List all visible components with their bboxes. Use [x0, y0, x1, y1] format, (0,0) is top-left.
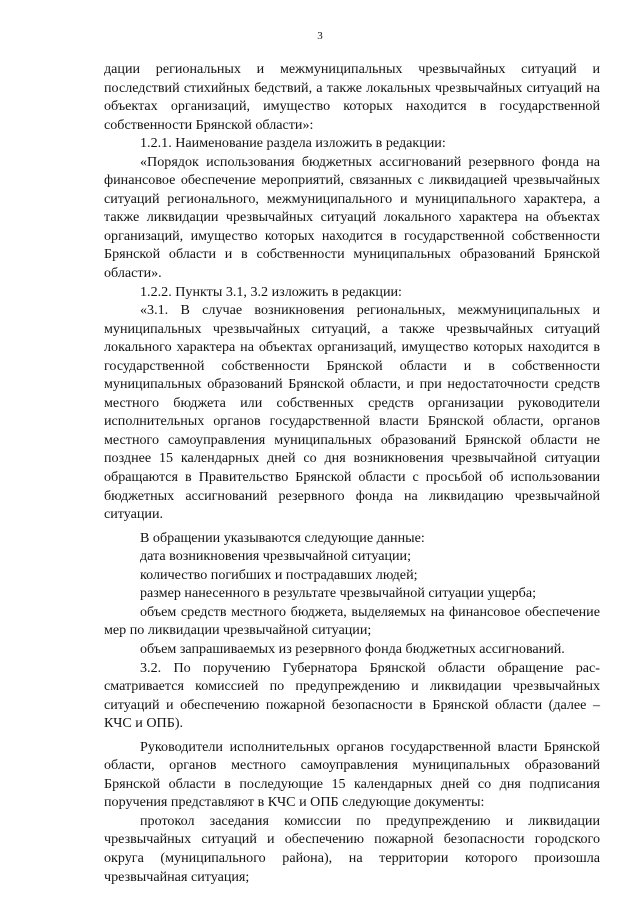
list-item: объем запрашиваемых из резервного фонда бюджетных ассигнований.	[140, 640, 565, 657]
list-item: протокол заседания комиссии по предупреждению и ликвидации чрезвычайных ситуаций и обеспечению пожарной безопасности городского округа (муниципального района), на территории которого произошла чрезвычайная ситуация;	[104, 812, 600, 885]
list-item: объем средств местного бюджета, выделяемых на финансовое обеспечение мер по ликвидации чрезвычайной ситуации;	[104, 603, 600, 639]
paragraph: «3.1. В случае возникновения региональных, межмуниципальных и муниципальных чрезвычайных ситуаций, а также чрезвычайных ситуаций локального характера на объектах организаций, имущество которых находится в государственной собственности Брянской области и в собственности муниципальных образований Брянской области, и при недостаточности средств местного бюджета или собственных средств организации руководители исполнительных органов государственной власти Брянской области, органов местного самоуправления муниципальных образований Брянской области не позднее 15 календарных дней со дня возникновения чрезвычайной ситуации обращаются в Правительство Брянской области с просьбой об использовании бюджетных ассигнований резервного фонда на ликвидацию чрезвычайной ситуации.	[104, 302, 600, 523]
paragraph: Руководители исполнительных органов государственной власти Брянской области, органов местного самоуправления муниципальных образований Брянской области в последующие 15 календарных дней со дня подписания поручения представляют в КЧС и ОПБ следующие документы:	[104, 738, 600, 811]
list-item: дата возникновения чрезвычайной ситуации;	[140, 548, 412, 565]
paragraph: 1.2.2. Пункты 3.1, 3.2 изложить в редакции:	[140, 283, 402, 300]
paragraph: дации региональных и межмуниципальных чрезвычайных ситуаций и последствий стихийных бедствий, а также локальных чрезвычайных ситуаций на объектах организаций, имущество которых находится в государственной собственности Брянской области»:	[104, 61, 600, 133]
paragraph: В обращении указываются следующие данные:	[140, 529, 425, 546]
paragraph: 1.2.1. Наименование раздела изложить в редакции:	[140, 135, 446, 152]
page-number: 3	[317, 30, 323, 42]
paragraph: 3.2. По поручению Губернатора Брянской области обращение рассматривается комиссией по предупреждению и ликвидации чрезвычайных ситуаций и обеспечению пожарной безопасности в Брянской области (далее – КЧС и ОПБ).	[104, 659, 600, 732]
list-item: количество погибших и пострадавших людей;	[140, 566, 418, 583]
list-item: размер нанесенного в результате чрезвычайной ситуации ущерба;	[140, 585, 536, 602]
document-body	[104, 60, 600, 886]
paragraph: «Порядок использования бюджетных ассигнований резервного фонда на финансовое обеспечение мероприятий, связанных с ликвидацией чрезвычайных ситуаций регионального, межмуниципального и муниципального характера, а также ликвидации чрезвычайных ситуаций локального характера на объектах организаций, имущество которых находится в государственной собственности Брянской области и в собственности муниципальных образований Брянской области».	[104, 153, 600, 282]
